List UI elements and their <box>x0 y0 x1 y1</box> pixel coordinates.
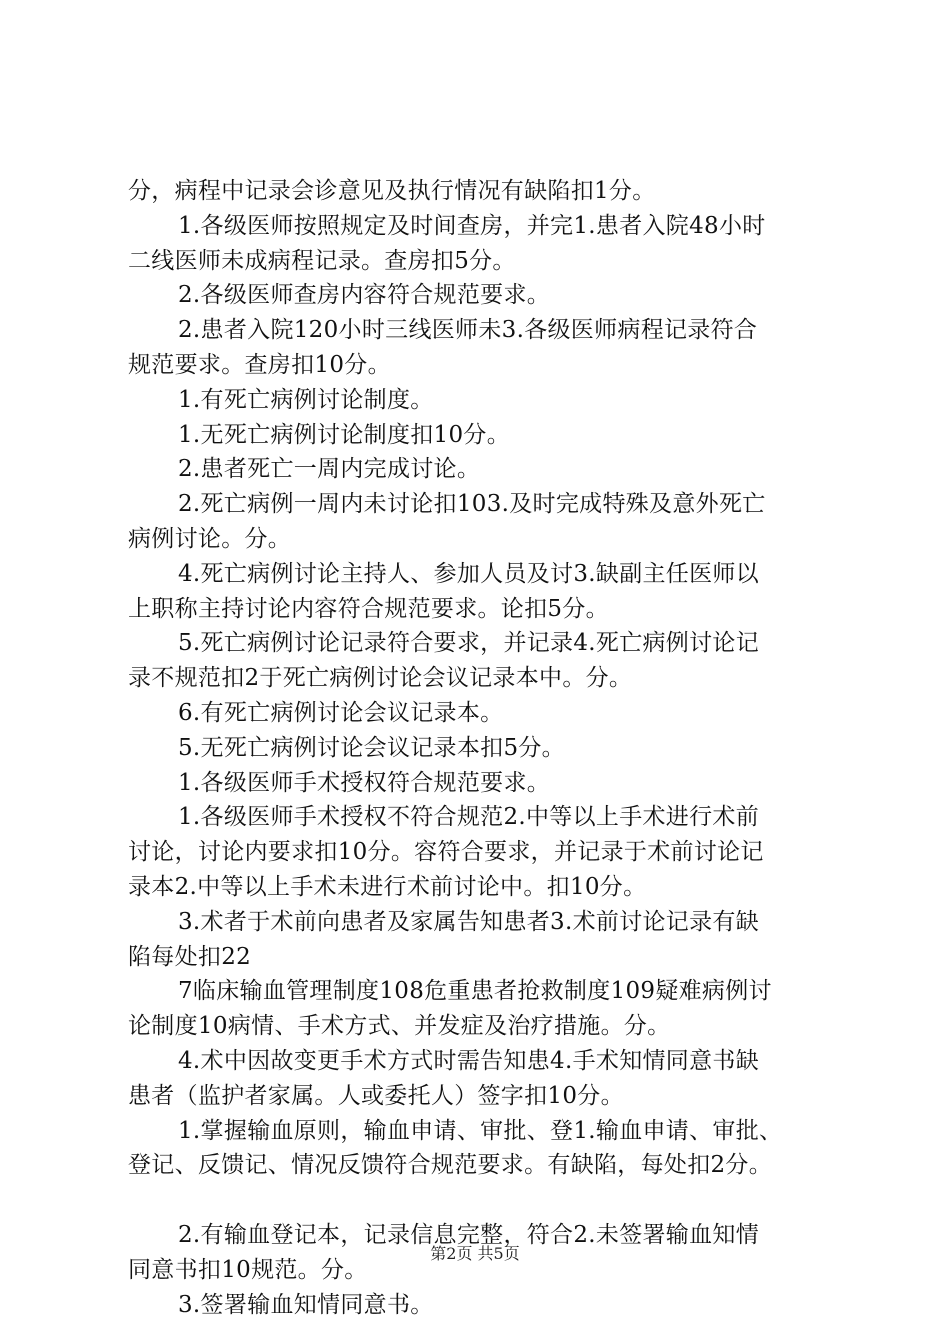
text-line: 二线医师未成病程记录。查房扣5分。 <box>128 247 516 274</box>
text-line: 录本2.中等以上手术未进行术前讨论中。扣10分。 <box>128 873 647 900</box>
text-line: 录不规范扣2于死亡病例讨论会议记录本中。分。 <box>128 665 633 692</box>
text-line: 4.死亡病例讨论主持人、参加人员及讨3.缺副主任医师以 <box>178 560 759 587</box>
blank-line <box>128 1183 832 1218</box>
text-line: 2.死亡病例一周内未讨论扣103.及时完成特殊及意外死亡 <box>178 491 766 518</box>
text-line: 4.术中因故变更手术方式时需告知患4.手术知情同意书缺 <box>178 1047 759 1074</box>
text-line: 病例讨论。分。 <box>128 525 292 552</box>
text-line: 3.签署输血知情同意书。 <box>178 1291 434 1318</box>
text-line: 5.无死亡病例讨论会议记录本扣5分。 <box>178 734 565 761</box>
text-line: 登记、反馈记、情况反馈符合规范要求。有缺陷，每处扣2分。 <box>128 1152 773 1179</box>
text-line: 7临床输血管理制度108危重患者抢救制度109疑难病例讨 <box>178 978 772 1005</box>
text-line: 6.有死亡病例讨论会议记录本。 <box>178 699 504 726</box>
text-line: 1.无死亡病例讨论制度扣10分。 <box>178 421 511 448</box>
text-line: 5.死亡病例讨论记录符合要求，并记录4.死亡病例讨论记 <box>178 630 759 657</box>
text-line: 分，病程中记录会诊意见及执行情况有缺陷扣1分。 <box>128 178 656 204</box>
text-line: 论制度10病情、手术方式、并发症及治疗措施。分。 <box>128 1013 671 1040</box>
text-line: 1.各级医师手术授权符合规范要求。 <box>178 769 551 796</box>
text-line: 同意书扣10规范。分。 <box>128 1256 368 1283</box>
text-line: 1.各级医师手术授权不符合规范2.中等以上手术进行术前 <box>178 804 759 831</box>
text-line: 2.患者入院120小时三线医师未3.各级医师病程记录符合 <box>178 317 758 344</box>
text-line: 陷每处扣22 <box>128 943 252 970</box>
text-line: 上职称主持讨论内容符合规范要求。论扣5分。 <box>128 595 609 622</box>
document-body <box>128 174 832 1322</box>
text-line: 3.术者于术前向患者及家属告知患者3.术前讨论记录有缺 <box>178 908 759 935</box>
text-line: 1.各级医师按照规定及时间查房，并完1.患者入院48小时 <box>178 212 766 239</box>
text-line: 规范要求。查房扣10分。 <box>128 351 391 378</box>
text-line: 1.掌握输血原则，输血申请、审批、登1.输血申请、审批、 <box>178 1117 783 1144</box>
text-line: 2.各级医师查房内容符合规范要求。 <box>178 282 551 309</box>
text-line: 2.有输血登记本，记录信息完整，符合2.未签署输血知情 <box>178 1221 759 1248</box>
text-line: 2.患者死亡一周内完成讨论。 <box>178 456 481 483</box>
text-line: 患者（监护者家属。人或委托人）签字扣10分。 <box>128 1082 624 1109</box>
page-number-footer: 第2页 共5页 <box>430 1244 520 1263</box>
text-line: 1.有死亡病例讨论制度。 <box>178 386 434 413</box>
text-line: 讨论，讨论内要求扣10分。容符合要求，并记录于术前讨论记 <box>128 839 764 866</box>
